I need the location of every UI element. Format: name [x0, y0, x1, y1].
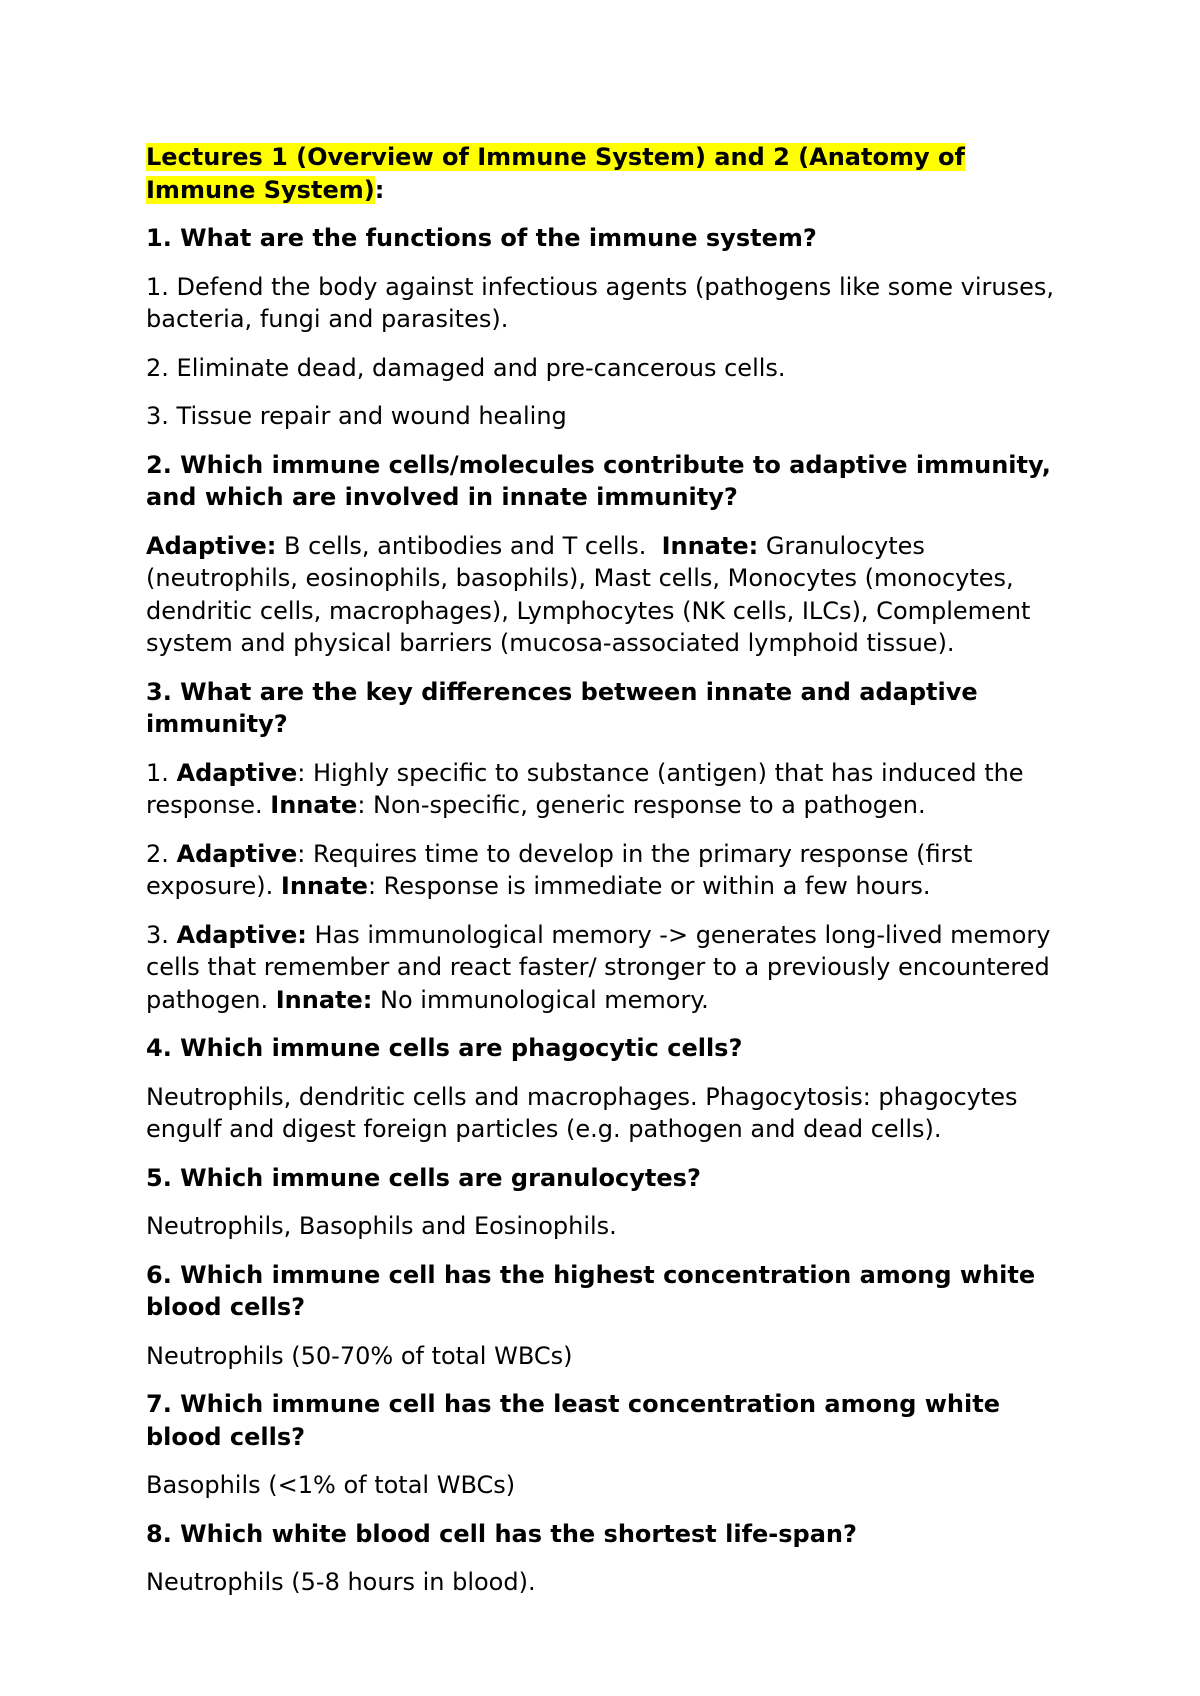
answer-2 — [146, 530, 1066, 660]
innate-label: Innate: — [661, 531, 759, 560]
question-3: 3. What are the key differences between innate and adaptive immunity? — [146, 677, 978, 738]
answer-3-item-1 — [146, 757, 1066, 822]
item-number: 2. — [146, 839, 177, 868]
answer-1-item-1: 1. Defend the body against infectious agents (pathogens like some viruses, bacteria, fungi and parasites). — [146, 272, 1055, 333]
question-2: 2. Which immune cells/molecules contribute to adaptive immunity, and which are involved in innate immunity? — [146, 450, 1051, 511]
answer-5: Neutrophils, Basophils and Eosinophils. — [146, 1212, 617, 1240]
title-highlight: Lectures 1 (Overview of Immune System) and 2 (Anatomy of Immune System) — [146, 143, 965, 204]
answer-8: Neutrophils (5-8 hours in blood). — [146, 1568, 536, 1596]
innate-label: Innate — [280, 872, 368, 900]
answer-1-item-2: 2. Eliminate dead, damaged and pre-cancerous cells. — [146, 353, 786, 382]
question-7: 7. Which immune cell has the least concentration among white blood cells? — [146, 1390, 1000, 1451]
document-title — [146, 141, 1066, 206]
adaptive-label: Adaptive — [176, 839, 298, 868]
innate-text: : Response is immediate or within a few hours. — [367, 872, 931, 900]
innate-label: Innate — [270, 791, 358, 819]
answer-1-item-3: 3. Tissue repair and wound healing — [146, 402, 567, 430]
innate-label: Innate: — [275, 985, 373, 1014]
question-5: 5. Which immune cells are granulocytes? — [146, 1163, 701, 1192]
innate-text: No immunological memory. — [372, 985, 709, 1014]
question-1: 1. What are the functions of the immune system? — [146, 224, 817, 252]
question-8: 8. Which white blood cell has the shortest life-span? — [146, 1519, 857, 1548]
adaptive-label: Adaptive: — [146, 531, 277, 560]
answer-3-item-2 — [146, 838, 1066, 903]
question-4: 4. Which immune cells are phagocytic cells? — [146, 1034, 743, 1062]
adaptive-label: Adaptive: — [176, 920, 307, 949]
innate-text: Granulocytes (neutrophils, eosinophils, basophils), Mast cells, Monocytes (monocytes, dendritic cells, macrophages), Lymphocytes (NK cells, ILCs), Complement system and physical barriers (mucosa-associated lymphoid tissue). — [146, 531, 1031, 657]
innate-text: : Non-specific, generic response to a pathogen. — [357, 791, 926, 819]
answer-4: Neutrophils, dendritic cells and macrophages. Phagocytosis: phagocytes engulf and digest foreign particles (e.g. pathogen and dead cells). — [146, 1082, 1018, 1143]
adaptive-label: Adaptive — [176, 758, 298, 787]
adaptive-text: Has immunological memory -> generates long-lived memory cells that remember and react faster/ stronger to a previously encountered pathogen. — [146, 920, 1051, 1014]
adaptive-text: : Highly specific to substance (antigen) that has induced the response. — [146, 758, 1024, 819]
document-body — [146, 141, 1066, 1615]
answer-6: Neutrophils (50-70% of total WBCs) — [146, 1341, 573, 1370]
answer-7: Basophils (<1% of total WBCs) — [146, 1471, 516, 1499]
adaptive-text: B cells, antibodies and T cells. — [276, 531, 662, 560]
question-6: 6. Which immune cell has the highest concentration among white blood cells? — [146, 1260, 1036, 1321]
title-colon: : — [374, 175, 385, 204]
item-number: 1. — [146, 758, 177, 787]
answer-3-item-3 — [146, 919, 1066, 1017]
adaptive-text: : Requires time to develop in the primary response (first exposure). — [146, 839, 973, 900]
item-number: 3. — [146, 920, 177, 949]
